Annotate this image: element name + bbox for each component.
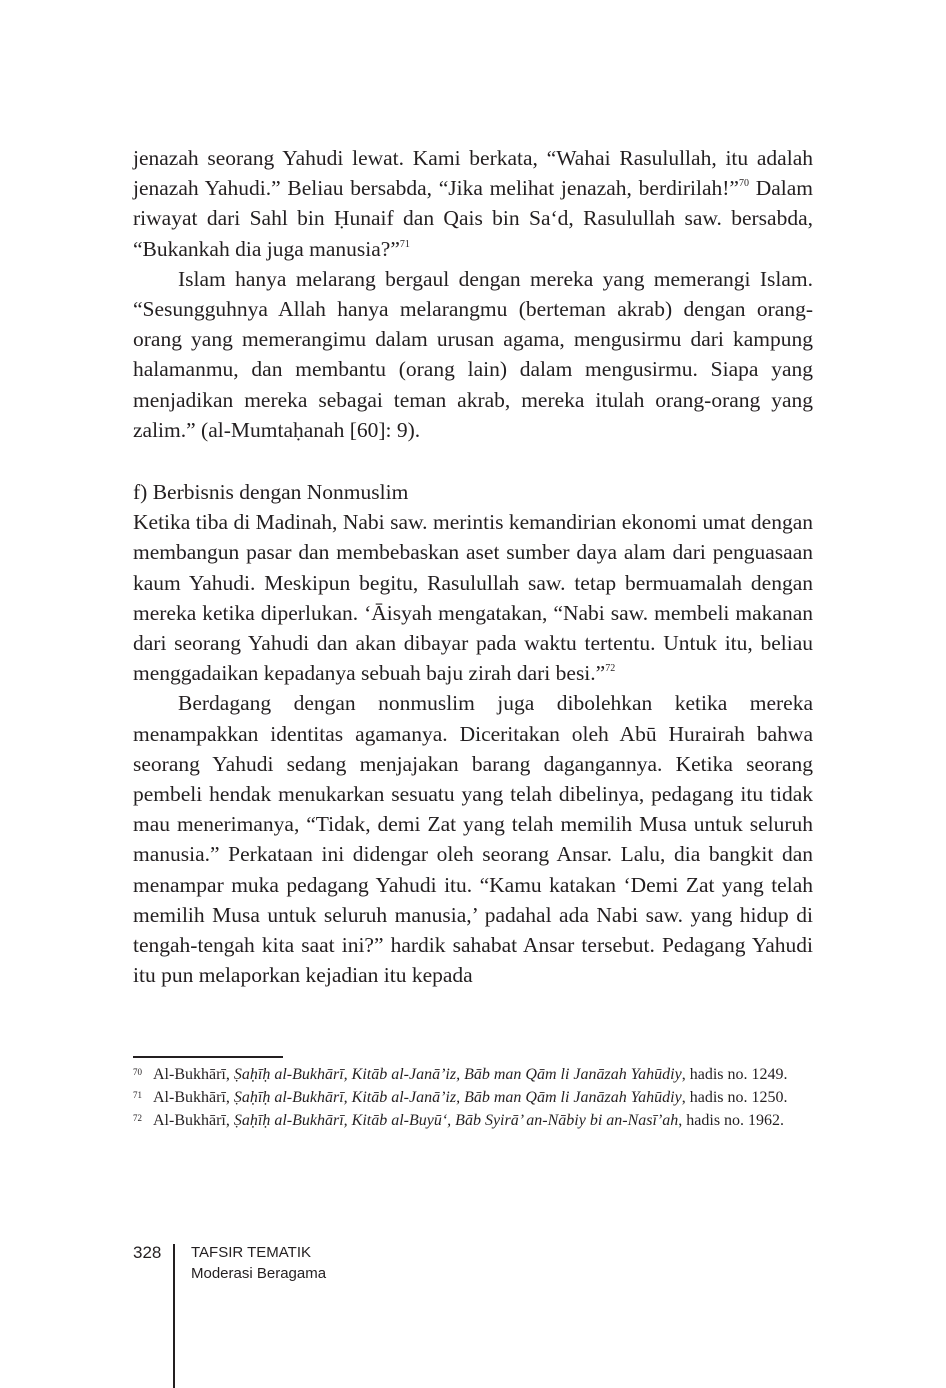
paragraph-2: Islam hanya melarang bergaul dengan mereka yang memerangi Islam. “Sesungguhnya Allah hanya melarangmu (berteman akrab) dengan orang-orang yang memerangimu dalam urusan agama, mengusirmu dari kampung halamanmu, dan membantu (orang lain) dalam mengusirmu. Siapa yang menjadikan mereka sebagai teman akrab, mereka itulah orang-orang yang zalim.” (al-Mumtaḥanah [60]: 9). [133,266,813,442]
main-body-text [133,143,813,990]
footnote-71: 71 Al-Bukhārī, Ṣaḥīḥ al-Bukhārī, Kitāb al-Janā’iz, Bāb man Qām li Janāzah Yahūdiy, hadis no. 1250. [133,1087,813,1109]
footnote-ref-72[interactable]: 72 [605,663,616,675]
book-title: Moderasi Beragama [191,1265,327,1282]
footnote-work-title: Ṣaḥīḥ al-Bukhārī, Kitāb al-Janā’iz, Bāb man Qām li Janāzah Yahūdiy [233,1089,682,1106]
footnote-number: 70 [133,1067,142,1077]
paragraph-1: jenazah seorang Yahudi lewat. Kami berkata, “Wahai Rasulullah, itu adalah jenazah Yahudi.” Beliau bersabda, “Jika melihat jenazah, berdirilah!”$^{70}$ Dalam riwayat dari Sahl bin Ḥunaif dan Qais bin Sa‘d, Rasulullah saw. bersabda, “Bukankah dia juga manusia?”$^{71}$ [133,146,814,261]
footer-divider [173,1244,175,1388]
footnote-number: 71 [133,1090,142,1100]
paragraph-3: Ketika tiba di Madinah, Nabi saw. merintis kemandirian ekonomi umat dengan membangun pasar dan membebaskan aset sumber daya alam dari penguasaan kaum Yahudi. Meskipun begitu, Rasulullah saw. tetap bermuamalah dengan mereka ketika diperlukan. ‘Āisyah mengatakan, “Nabi saw. membeli makanan dari seorang Yahudi dan akan dibayar pada waktu tertentu. Untuk itu, beliau menggadaikan kepadanya sebuah baju zirah dari besi.”$^{72}$ [133,510,813,686]
page-number: 328 [133,1243,162,1262]
paragraph-4: Berdagang dengan nonmuslim juga dibolehkan ketika mereka menampakkan identitas agamanya. Diceritakan oleh Abū Hurairah bahwa seorang Yahudi sedang menjajakan barang dagangannya. Ketika seorang pembeli hendak menukarkan sesuatu yang telah dibelinya, pedagang itu tidak mau menerimanya, “Tidak, demi Zat yang telah memilih Musa untuk seluruh manusia.” Perkataan ini didengar oleh seorang Ansar. Lalu, dia bangkit dan menampar muka pedagang Yahudi itu. “Kamu katakan ‘Demi Zat yang telah memilih Musa untuk seluruh manusia,’ padahal ada Nabi saw. yang hidup di tengah-tengah kita saat ini?” hardik sahabat Ansar tersebut. Pedagang Yahudi itu pun melaporkan kejadian itu kepada [133,691,813,988]
series-title: TAFSIR TEMATIK [191,1244,312,1261]
footnote-72: 72 Al-Bukhārī, Ṣaḥīḥ al-Bukhārī, Kitāb al-Buyū‘, Bāb Syirā’ an-Nābiy bi an-Nasī’ah, hadis no. 1962. [133,1110,813,1132]
footnote-work-title: Ṣaḥīḥ al-Bukhārī, Kitāb al-Buyū‘, Bāb Syirā’ an-Nābiy bi an-Nasī’ah [233,1112,679,1129]
running-footer [191,1242,326,1284]
section-subheading: f) Berbisnis dengan Nonmuslim [133,480,409,505]
footnote-work-title: Ṣaḥīḥ al-Bukhārī, Kitāb al-Janā’iz, Bāb man Qām li Janāzah Yahūdiy [233,1066,682,1083]
footnote-ref-70[interactable]: 70 [738,178,749,190]
footnote-ref-71[interactable]: 71 [399,238,410,250]
footnote-70: 70 Al-Bukhārī, Ṣaḥīḥ al-Bukhārī, Kitāb al-Janā’iz, Bāb man Qām li Janāzah Yahūdiy, hadis no. 1249. [133,1064,813,1086]
footnote-divider [133,1056,283,1058]
footnotes [133,1064,813,1133]
footnote-number: 72 [133,1113,142,1123]
